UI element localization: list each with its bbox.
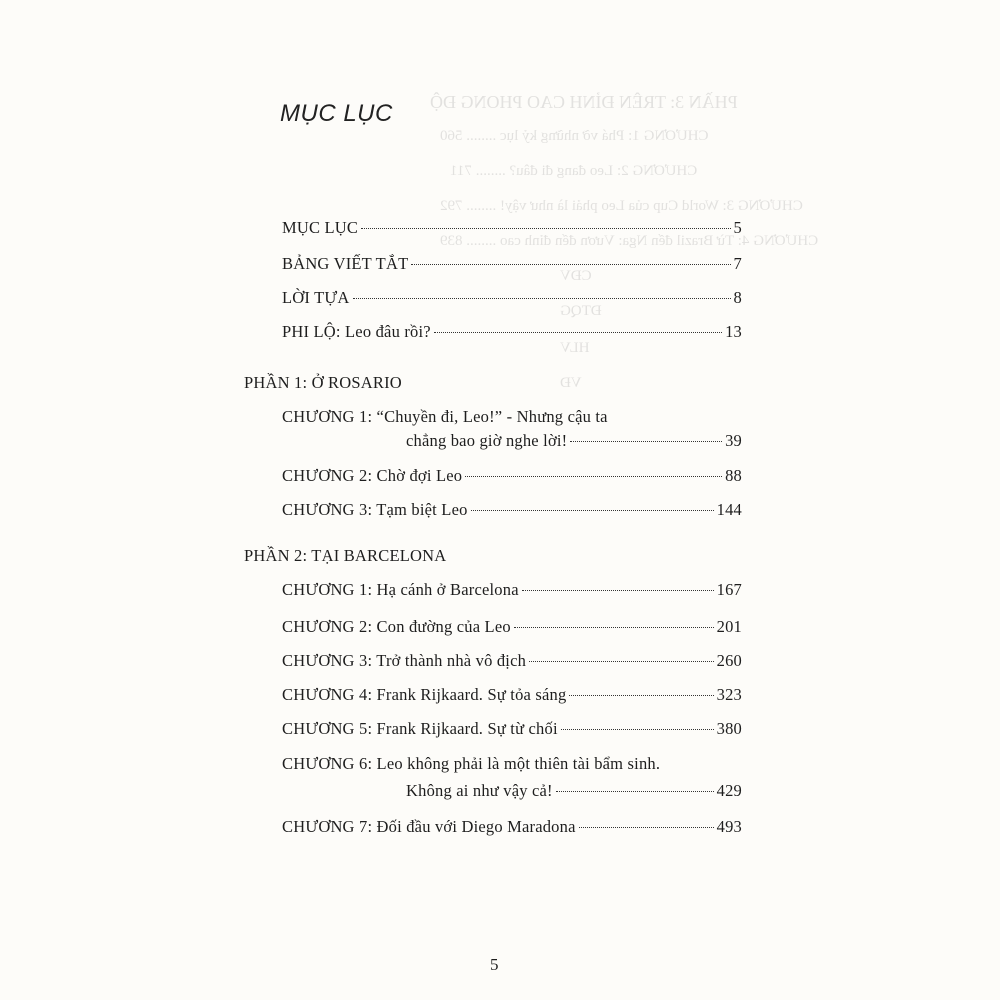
entry-label: MỤC LỤC (282, 218, 359, 237)
part-title: PHẦN 1: Ở ROSARIO (244, 373, 402, 392)
ghost-line: CHƯƠNG 2: Leo đang đi đâu? ........ 711 (450, 163, 698, 179)
leader-dots (570, 441, 722, 442)
leader-dots (465, 476, 722, 477)
leader-dots (361, 228, 730, 229)
entry-page: 429 (716, 781, 742, 800)
entry-page: 323 (716, 685, 742, 704)
toc-entry[interactable] (282, 466, 742, 486)
entry-page: 7 (733, 254, 742, 273)
leader-dots (561, 729, 714, 730)
entry-label: CHƯƠNG 1: Hạ cánh ở Barcelona (282, 580, 519, 599)
leader-dots (471, 510, 714, 511)
chapter-title-line1[interactable]: CHƯƠNG 6: Leo không phải là một thiên tài bẩm sinh. (282, 754, 661, 773)
entry-page: 144 (716, 500, 742, 519)
entry-label: LỜI TỰA (282, 288, 350, 307)
entry-page: 201 (716, 617, 742, 636)
entry-page: 167 (716, 580, 742, 599)
toc-entry[interactable] (282, 719, 742, 739)
entry-label: chẳng bao giờ nghe lời! (406, 431, 568, 450)
entry-page: 8 (733, 288, 742, 307)
entry-label: CHƯƠNG 4: Frank Rijkaard. Sự tỏa sáng (282, 685, 567, 704)
toc-entry[interactable] (282, 685, 742, 705)
toc-entry[interactable] (282, 218, 742, 238)
toc-entry[interactable] (282, 322, 742, 342)
ghost-line: CHƯƠNG 4: Từ Brazil đến Nga: Vươn đến đỉnh cao ........ 839 (440, 233, 819, 249)
toc-entry[interactable] (282, 651, 742, 671)
entry-page: 260 (716, 651, 742, 670)
entry-page: 13 (725, 322, 742, 341)
entry-page: 5 (733, 218, 742, 237)
entry-page: 88 (725, 466, 742, 485)
chapter-title-line1[interactable]: CHƯƠNG 1: “Chuyền đi, Leo!” - Nhưng cậu ta (282, 407, 608, 426)
toc-entry[interactable] (282, 500, 742, 520)
entry-label: CHƯƠNG 5: Frank Rijkaard. Sự từ chối (282, 719, 558, 738)
entry-page: 493 (716, 817, 742, 836)
toc-entry[interactable] (406, 781, 742, 801)
toc-entry[interactable] (282, 817, 742, 837)
leader-dots (556, 791, 714, 792)
entry-label: BẢNG VIẾT TẮT (282, 254, 409, 273)
leader-dots (514, 627, 714, 628)
entry-label: Không ai như vậy cả! (406, 781, 553, 800)
ghost-line: CHƯƠNG 3: World Cup của Leo phải là như vậy! ........ 792 (440, 198, 803, 214)
entry-label: CHƯƠNG 3: Trở thành nhà vô địch (282, 651, 527, 670)
toc-entry[interactable] (406, 431, 742, 451)
entry-page: 39 (725, 431, 742, 450)
leader-dots (569, 695, 713, 696)
ghost-line: CĐV (560, 268, 592, 284)
entry-label: CHƯƠNG 2: Chờ đợi Leo (282, 466, 463, 485)
toc-entry[interactable] (282, 580, 742, 600)
leader-dots (529, 661, 714, 662)
entry-label: PHI LỘ: Leo đâu rồi? (282, 322, 431, 341)
toc-entry[interactable] (282, 288, 742, 308)
ghost-line: CHƯƠNG 1: Phá vỡ những kỷ lục ........ 560 (440, 128, 709, 144)
toc-heading: MỤC LỤC (280, 100, 393, 127)
leader-dots (353, 298, 731, 299)
leader-dots (579, 827, 714, 828)
entry-label: CHƯƠNG 7: Đối đầu với Diego Maradona (282, 817, 576, 836)
ghost-line: PHẦN 3: TRÊN ĐỈNH CAO PHONG ĐỘ (430, 92, 738, 112)
page-number: 5 (490, 955, 499, 974)
toc-entry[interactable] (282, 254, 742, 274)
leader-dots (522, 590, 714, 591)
ghost-line: ĐTQG (560, 303, 602, 319)
entry-page: 380 (716, 719, 742, 738)
part-title: PHẦN 2: TẠI BARCELONA (244, 546, 447, 565)
toc-entry[interactable] (282, 617, 742, 637)
ghost-line: VĐ (560, 375, 582, 391)
leader-dots (434, 332, 722, 333)
entry-label: CHƯƠNG 3: Tạm biệt Leo (282, 500, 468, 519)
entry-label: CHƯƠNG 2: Con đường của Leo (282, 617, 511, 636)
leader-dots (411, 264, 730, 265)
ghost-line: HLV (560, 340, 590, 356)
